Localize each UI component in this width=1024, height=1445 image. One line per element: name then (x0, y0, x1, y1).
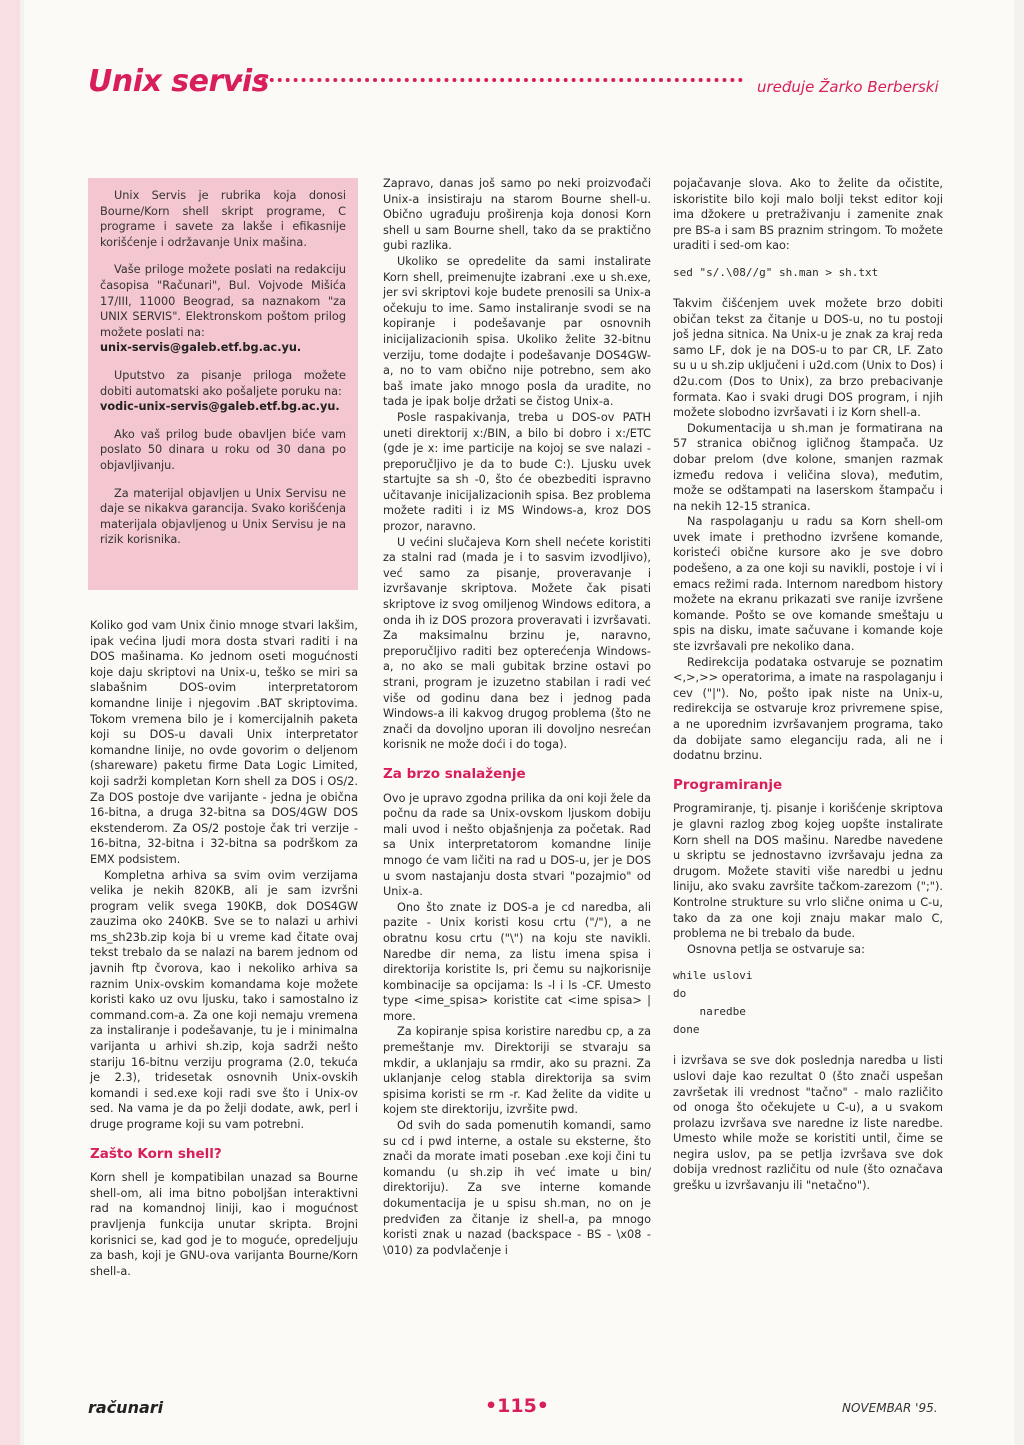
column-3 (673, 176, 943, 1194)
paragraph: Programiranje, tj. pisanje i korišćenje skriptova je glavni razlog zbog kojeg uopšte instalirate Korn shell na DOS mašinu. Naredbe navedene u skriptu se jednostavno izvršavaju jedna za drugom. Možete staviti više naredbi u jednu liniju, ako svaku završite tačkom-zarezom (";"). Kontrolne strukture su vrlo slične onima u C-u, tako da za one koji znaju makar malo C, problema ne bi trebalo da bude. (673, 802, 943, 941)
paragraph: Ono što znate iz DOS-a je cd naredba, ali pazite - Unix koristi kosu crtu ("/"), a ne obratnu kosu crtu ("\") na koju ste navikli. Naredbe dir nema, za listu imena spisa i direktorija koristite ls, pri čemu su najkorisnije kombinacije sa opcijama: ls -l i ls -CF. Umesto type <ime_spisa> koristite cat <ime spisa> | more. (383, 900, 651, 1023)
paragraph: Redirekcija podataka ostvaruje se poznatim <,>,>> operatorima, a imate na raspolaganju i cev ("|"). No, pošto ipak niste na Unix-u, redirekcija se ostvaruje kroz privremene spise, a ne uporednim izvršavanjem programa, tako da dobijate samo eleganciju rada, ali ne i dodatnu brzinu. (673, 655, 943, 763)
sidebar-guide: Uputstvo za pisanje priloga možete dobiti automatski ako pošaljete poruku na: (100, 368, 346, 398)
paragraph: Takvim čišćenjem uvek možete brzo dobiti običan tekst za čitanje u DOS-u, no tu postoji još jedna sitnica. Na Unix-u je znak za kraj reda samo LF, dok je na DOS-u to par CR, LF. Zato su u u sh.zip uključeni i u2d.com (Unix to Dos) i d2u.com (Dos to Unix), za brzo prebacivanje formata. Kao i svaki drugi DOS program, i njih možete slobodno izvršavati i iz Korn shell-a. (673, 296, 943, 420)
code-sed-example: sed "s/.\08//g" sh.man > sh.txt (673, 265, 879, 279)
paragraph: Posle raspakivanja, treba u DOS-ov PATH uneti direktorij x:/BIN, a bilo bi dobro i x:/ETC (gde je x: ime particije na kojoj se sve nalazi - preporučljivo je da to bude C:). Ljusku uvek startujte sa sh -0, što će obezbediti ispravno učitavanje inicijalizacionih spisa. Bez problema možete raditi i iz MS Windows-a, kroz DOS prozor, naravno. (383, 410, 651, 534)
paragraph: Ovo je upravo zgodna prilika da oni koji žele da počnu da rade sa Unix-ovskom ljuskom dobiju mali uvod i nešto objašnjenja za početak. Rad sa Unix interpretatorom komandne linije mnogo će vam ličiti na rad u DOS-u, jer je DOS u svom nastajanju dosta stvari "pozajmio" od Unix-a. (383, 791, 651, 899)
page-number: •115• (485, 1395, 549, 1417)
column-2 (383, 176, 651, 1258)
paragraph: Kompletna arhiva sa svim ovim verzijama velika je nekih 820KB, ali je sam izvršni program velik svega 190KB, dok DOS4GW zauzima oko 240KB. Sve se to nalazi u arhivi ms_sh23b.zip koja bi u vreme kad čitate ovaj tekst trebalo da se nalazi na barem jednom od javnih ftp čvorova, kao i nekoliko arhiva sa raznim Unix-ovskim komandama koje možete koristi kako uz ovu ljusku, tako i samostalno iz command.com-a. Za one koji nemaju vremena za instaliranje i podešavanje, tu je i minimalna varijanta u arhivi sh.zip, koja sadrži nešto stariju 16-bitnu verziju programa (2.0, tekuća je 2.3), tridesetak osnovnih Unix-ovskih komandi i sed.exe koji radi sve što i Unix-ov sed. Na vama je da po želji dodate, awk, perl i druge programe koji su vam potrebni. (90, 868, 358, 1131)
heading-programming: Programiranje (673, 776, 783, 793)
sidebar-payment: Ako vaš prilog bude obavljen biće vam poslato 50 dinara u roku od 30 dana po objavljivanju. (100, 427, 346, 472)
column-1 (90, 618, 358, 1279)
paragraph: i izvršava se sve dok poslednja naredba u listi uslovi daje kao rezultat 0 (što znači uspešan završetak ili vrednost "tačno" - malo različito od onoga što očekujete u C-u), a u svakom prolazu izvršava sve naredne iz liste naredbe. Umesto while može se koristiti until, čime se negira uslov, pa se petlja izvršava sve dok dobija vrednost različitu od nule (što označava grešku u izvršavanju ili "netačno"). (673, 1054, 943, 1193)
paragraph: U većini slučajeva Korn shell nećete koristiti za stalni rad (mada je i to sasvim izvodljivo), već samo za pisanje, proveravanje i izvršavanje skriptova. Možete čak pisati skriptove iz svog omiljenog Windows editora, a onda ih iz DOS prozora proveravati i izvršavati. Za maksimalnu brzinu je, naravno, preporučljivo raditi bez opterećenja Windows-a, no ako se mali gubitak brzine ostavi po strani, program je izuzetno stabilan i radi već više od godinu dana bez i jednog pada Windows-a ili kakvog drugog problema (što ne znači da dovoljno uporan ili dovoljno nesrećan korisnik ne može doći i do toga). (383, 535, 651, 752)
paragraph: Dokumentacija u sh.man je formatirana na 57 stranica običnog igličnog štampača. Uz dobar prelom (dve kolone, smanjen razmak između redova i veličina slova), međutim, može se odštampati na laserskom štampaču i na nekih 12-15 stranica. (673, 421, 943, 513)
header-dotted-rule (238, 78, 743, 82)
paragraph: Korn shell je kompatibilan unazad sa Bourne shell-om, ali ima bitno poboljšan interaktivni rad na komandnoj liniji, kao i mogućnost pravljenja funkcija unutar skripta. Brojni korisnici se, kad god je to moguće, opredeljuju za bash, koji je GNU-ova varijanta Bourne/Korn shell-a. (90, 1171, 358, 1278)
info-sidebar (88, 178, 358, 590)
sidebar-intro: Unix Servis je rubrika koja donosi Bourne/Korn shell skript programe, C programe i savete za lakše i efikasnije korišćenje i održavanje Unix mašina. (100, 189, 346, 249)
paragraph: Koliko god vam Unix činio mnoge stvari lakšim, ipak većina ljudi mora dosta stvari raditi i na DOS mašinama. Ko jednom oseti mogućnosti koje daju skriptovi na Unix-u, teško se miri sa slabašnim DOS-ovim interpretatorom komandne linije i njegovim .BAT skriptovima. Tokom vremena bilo je i komercijalnih paketa koji su DOS-u davali Unix interpretator komandne linije, no ovde govorim o deljenom (shareware) paketu firme Data Logic Limited, koji sadrži kompletan Korn shell za DOS i OS/2. Za DOS postoje dve varijante - jedna je obična 16-bitna, a druga 32-bitna sa DOS/4GW DOS ekstenderom. Za OS/2 postoje čak tri verzije - 16-bitna, 32-bitna i 32-bitna sa podrškom za EMX podsistem. (90, 619, 358, 866)
editor-credit: uređuje Žarko Berberski (757, 78, 939, 96)
heading-why-korn: Zašto Korn shell? (90, 1145, 222, 1162)
page-edge (0, 0, 20, 1445)
sidebar-disclaimer: Za materijal objavljen u Unix Servisu ne daje se nikakva garancija. Svako korišćenja materijala objavljenog u Unix Servisu je na rizik korisnika. (100, 486, 346, 547)
magazine-name: računari (88, 1398, 164, 1417)
paragraph: Od svih do sada pomenutih komandi, samo su cd i pwd interne, a ostale su eksterne, što znači da morate imati poseban .exe koji čini tu komandu (u sh.zip ih već imate u bin/ direktoriju). Za sve interne komande dokumentacija je u spisu sh.man, no on je predviđen za čitanje iz shell-a, pa mnogo koristi znak u nazad (backspace - BS - \x08 - \010) za podvlačenje i (383, 1119, 651, 1257)
code-while-loop: while uslovi do naredbe done (673, 969, 753, 1037)
paragraph: Zapravo, danas još samo po neki proizvođači Unix-a insistiraju na starom Bourne shell-u. Obično ugrađuju proširenja koja donosi Korn shell u sam Bourne shell, tako da se praktično gubi razlika. (383, 177, 651, 253)
sidebar-submission: Vaše priloge možete poslati na redakciju časopisa "Računari", Bul. Vojvode Mišića 17/III, 11000 Beograd, sa naznakom "za UNIX SERVIS". Elektronskom poštom prilog možete poslati na: (100, 263, 346, 339)
paragraph: Ukoliko se opredelite da sami instalirate Korn shell, preimenujte izabrani .exe u sh.exe, jer svi skriptovi koje budete prenosili sa Unix-a očekuju to ime. Samo instaliranje svodi se na kopiranje i podešavanje par osnovnih inicijalizacionih spisa. Ukoliko želite 32-bitnu verziju, tome dodajte i podešavanje DOS4GW-a, no to vam obično nije potrebno, sem ako baš imate jako mnogo posla da uradite, no tada je ipak bolje držati se čistog Unix-a. (383, 254, 651, 409)
sidebar-guide-email: vodic-unix-servis@galeb.etf.bg.ac.yu. (100, 400, 340, 414)
paragraph: pojačavanje slova. Ako to želite da očistite, iskoristite bilo koji malo bolji tekst editor koji ima džokere u pretraživanju i zamenite znak pre BS-a i sam BS praznim stringom. To možete uraditi i sed-om kao: (673, 177, 943, 253)
section-title: Unix servis (88, 64, 269, 99)
sidebar-email: unix-servis@galeb.etf.bg.ac.yu. (100, 341, 302, 355)
paragraph: Na raspolaganju u radu sa Korn shell-om uvek imate i prethodno izvršene komande, koristeći obične kursore ako je sve dobro podešeno, a za one koji su navikli, postoje i vi i emacs režimi rada. Internom naredbom history možete na ekranu prikazati sve ranije izvršene komande. Pošto se ove komande smeštaju u spis na disku, imate sačuvane i komande koje ste izvršavali pre nekoliko dana. (673, 515, 943, 654)
paragraph: Za kopiranje spisa koristire naredbu cp, a za premeštanje mv. Direktoriji se stvaraju sa mkdir, a uklanjaju sa rmdir, ako su prazni. Za uklanjanje celog stabla direktorija sa svim spisima koristi se rm -r. Kad želite da vidite u kojem ste direktoriju, izvršite pwd. (383, 1025, 651, 1117)
issue-date: NOVEMBAR '95. (842, 1401, 938, 1415)
paragraph: Osnovna petlja se ostvaruje sa: (687, 942, 865, 956)
heading-quick-start: Za brzo snalaženje (383, 765, 526, 782)
